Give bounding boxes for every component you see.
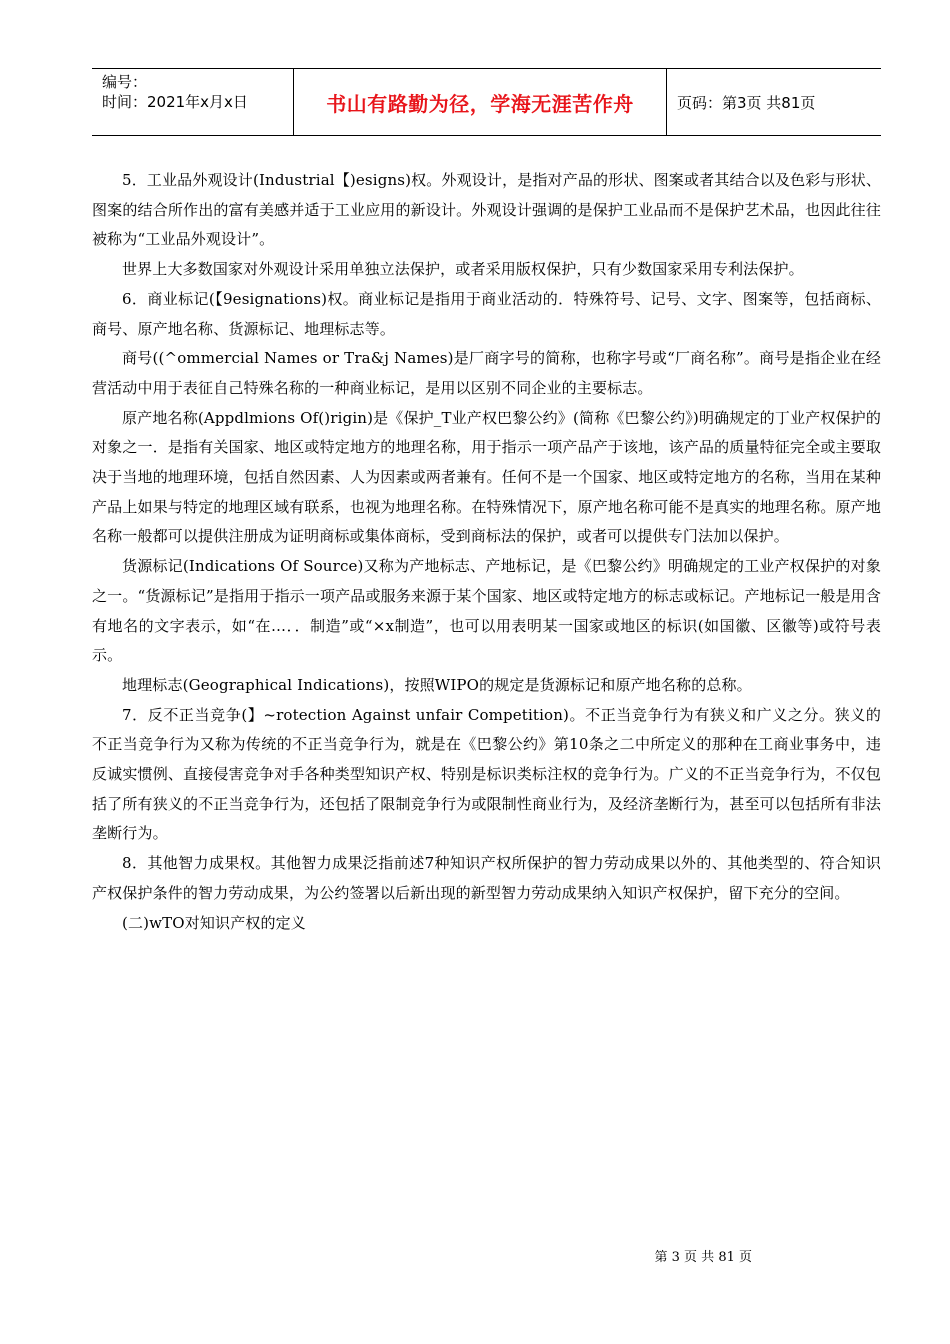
paragraph: 原产地名称(Appdlmions Of()rigin)是《保护_T业产权巴黎公约》(简称《巴黎公约》)明确规定的丁业产权保护的对象之一．是指有关国家、地区或特定地方的地理名称，用于指示一项产品产于该地，该产品的质量特征完全或主要取决于当地的地理环境，包括自然因素、人为因素或两者兼有。任何不是一个国家、地区或特定地方的名称，当用在某种产品上如果与特定的地理区域有联系，也视为地理名称。在特殊情况下，原产地名称可能不是真实的地理名称。原产地名称一般都可以提供注册成为证明商标或集体商标，受到商标法的保护，或者可以提供专门法加以保护。 xyxy=(92,408,881,546)
paragraph: 地理标志(Geographical Indications)，按照WIPO的规定是货源标记和原产地名称的总称。 xyxy=(122,675,752,694)
paragraph: 世界上大多数国家对外观设计采用单独立法保护，或者采用版权保护，只有少数国家采用专利法保护。 xyxy=(122,260,804,279)
document-time-label: 时间：2021年x月x日 xyxy=(102,93,248,111)
paragraph: 商号((^ommercial Names or Tra&j Names)是厂商字号的简称，也称字号或“厂商名称”。商号是指企业在经营活动中用于表征自己特殊名称的一种商业标记，是用以区别不同企业的主要标志。 xyxy=(92,349,881,397)
page-footer: 第 3 页 共 81 页 xyxy=(654,1250,752,1265)
section-heading: (二)wTO对知识产权的定义 xyxy=(122,913,306,932)
header-page-info: 页码：第3页 共81页 xyxy=(677,93,816,112)
paragraph: 货源标记(Indications Of Source)又称为产地标志、产地标记，是《巴黎公约》明确规定的工业产权保护的对象之一。“货源标记”是指用于指示一项产品或服务来源于某个国家、地区或特定地方的标志或标记。产地标记一般是用含有地名的文字表示，如“在…．．制造”或“×x制造”，也可以用表明某一国家或地区的标识(如国徽、区徽等)或符号表示。 xyxy=(92,557,881,665)
paragraph: 8．其他智力成果权。其他智力成果泛指前述7种知识产权所保护的智力劳动成果以外的、其他类型的、符合知识产权保护条件的智力劳动成果，为公约签署以后新出现的新型智力劳动成果纳入知识产权保护，留下充分的空间。 xyxy=(92,854,881,902)
header-motto: 书山有路勤为径，学海无涯苦作舟 xyxy=(294,69,667,135)
document-number-label: 编号： xyxy=(102,73,148,91)
page-header xyxy=(92,68,881,136)
paragraph: 6．商业标记(【9esignations)权。商业标记是指用于商业活动的．特殊符号、记号、文字、图案等，包括商标、商号、原产地名称、货源标记、地理标志等。 xyxy=(92,289,881,338)
paragraph: 7．反不正当竞争(】~rotection Against unfair Competition)。不正当竞争行为有狭义和广义之分。狭义的不正当竞争行为又称为传统的不正当竞争行为，就是在《巴黎公约》第10条之二中所定义的那种在工商业事务中，违反诚实惯例、直接侵害竞争对手各种类型知识产权、特别是标识类标注权的竞争行为。广义的不正当竞争行为，不仅包括了所有狭义的不正当竞争行为，还包括了限制竞争行为或限制性商业行为，及经济垄断行为，甚至可以包括所有非法垄断行为。 xyxy=(92,705,881,843)
paragraph: 5．工业品外观设计(Industrial【)esigns)权。外观设计，是指对产品的形状、图案或者其结合以及色彩与形状、图案的结合所作出的富有美感并适于工业应用的新设计。外观设计强调的是保护工业品而不是保护艺术品，也因此往往被称为“工业品外观设计”。 xyxy=(92,171,881,249)
document-body xyxy=(92,166,881,938)
header-meta xyxy=(92,69,294,135)
